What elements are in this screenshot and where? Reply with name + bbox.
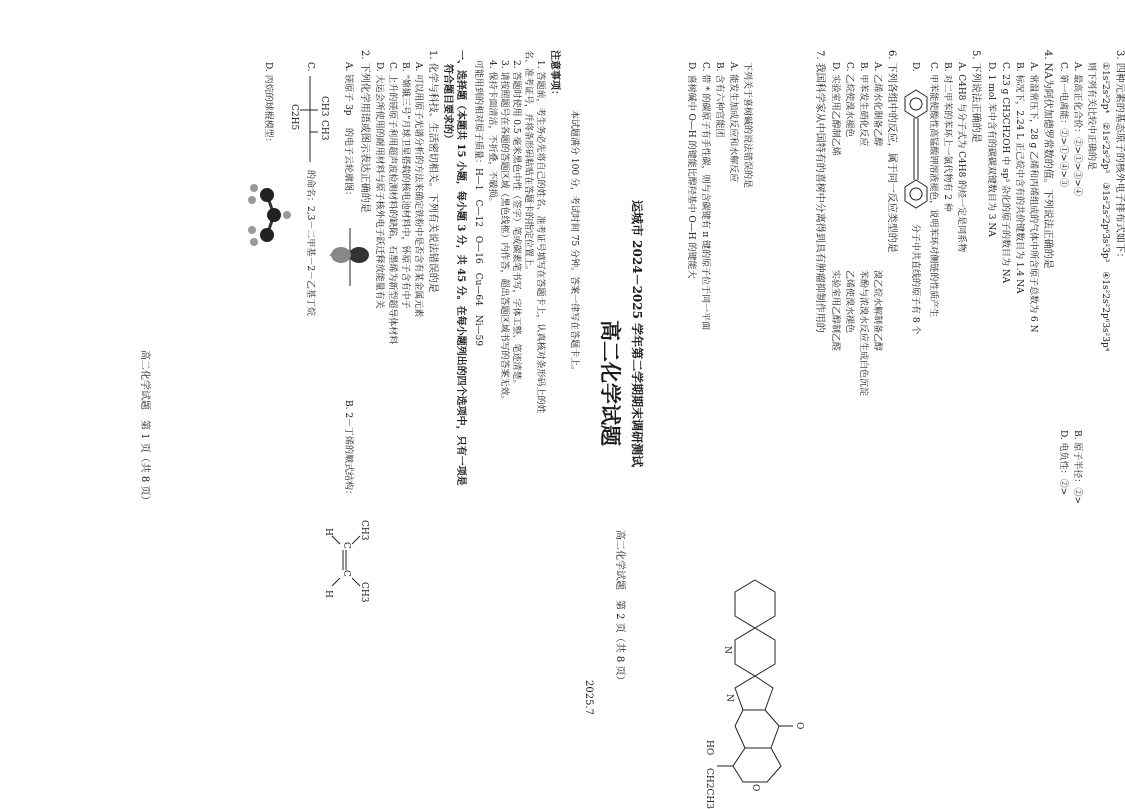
question-4-option: C. 23 g CH3CH2OH 中 sp³ 杂化的原子的数目为 NA — [1000, 62, 1010, 284]
methyl-label: CH3 — [359, 520, 369, 541]
exam-header-subtitle: 运城市 2024－2025 学年第二学期期末调研测试 — [630, 200, 644, 468]
oxygen-label: O — [794, 722, 804, 730]
question-6-option-pair: 苯酚与浓溴水反应生成白色沉淀 — [858, 270, 868, 397]
ethyl-label: C2H5 — [289, 104, 299, 131]
notice-heading: 注意事项： — [549, 50, 560, 100]
question-3-option: B. 原子半径：②> — [1072, 430, 1082, 504]
question-1-option: C. 上升的镁原子利用超声波检测材料的缺陷，石墨烯为新型超导体材料 — [387, 62, 397, 345]
question-1-option: A. 可以用原子光谱分析的方法来确定铁粉中是否含有某金属元素 — [413, 62, 423, 318]
question-5-stem: 5. 下列说法正确的是 — [970, 50, 981, 143]
exam-page-2 — [585, 50, 1125, 809]
notice-line: 名、准考证号，并将条形码粘贴在答题卡的指定位置上。 — [523, 50, 533, 276]
notice-line: 2. 答题时使用 0.5 毫米黑色中性（签字）笔或碳素笔书写，字体工整、笔迹清楚。 — [511, 60, 521, 389]
cis-butene-structure — [320, 520, 370, 610]
alkane-structure — [286, 76, 330, 166]
question-5-option-d-tail: 分子中共直线的原子有 8 个 — [910, 224, 920, 335]
page-footer: 高二化学试题 第 1 页（共 8 页） — [139, 350, 150, 506]
atomic-masses: 可能用到的相对原子质量：H—1 C—12 O—16 Cu—64 Ni—59 — [473, 60, 483, 347]
question-3-option: D. 电负性：②> — [1058, 430, 1068, 496]
exam-page-1 — [110, 50, 650, 770]
diphenylacetylene-structure — [901, 80, 931, 220]
oxygen-label: O — [750, 784, 760, 792]
question-4-option: D. 1 mol 苯中含有的碳碳双键数目为 3 NA — [986, 62, 996, 237]
nitrogen-label: N — [722, 646, 732, 654]
nitrogen-label: N — [724, 694, 734, 702]
question-7-option: A. 能发生加成反应和水解反应 — [728, 62, 738, 183]
question-7-option: C. 带 * 的碳原子有手性碳，则与含碳键有 π 键的原子位于同一平面 — [700, 62, 710, 331]
hydrogen-label: H — [323, 528, 333, 536]
question-3-question: 则下列有关比较中正确的是 — [1086, 62, 1096, 171]
question-7-option: B. 含有六种官能团 — [714, 62, 724, 138]
carbon-label: C — [341, 542, 351, 549]
hydroxyl-label: HO — [704, 740, 714, 756]
p-orbital-figure — [328, 220, 374, 290]
methyl-label: CH3 — [359, 582, 369, 603]
question-3-configs: ①1s²2s²2p⁴ ②1s²2s²2p³ ③1s²2s²2p⁶3s²3p³ ④1s²2s²2p⁶3s²3p⁴ — [1100, 62, 1110, 352]
question-4-stem: 4. NA为阿伏加德罗常数的值。下列说法正确的是 — [1042, 50, 1053, 269]
question-2-option-c: C. — [305, 62, 315, 72]
page-footer: 高二化学试题 第 2 页（共 8 页） — [614, 530, 625, 686]
notice-line: 1. 答题前，考生务必先将自己的姓名、准考证号填写在答题卡上，认真核对条形码上的姓 — [535, 60, 545, 414]
exam-date: 2025.7 — [583, 680, 594, 715]
question-2-option-d: D. 丙烷的球棍模型： — [263, 62, 273, 147]
question-5-option: D. — [910, 62, 920, 72]
question-2-option-c-name: 的命名：2,3－二甲基－2－乙基丁烷 — [305, 170, 315, 317]
question-3-stem: 3. 四种元素的基态原子的核外电子排布式如下： — [1114, 50, 1125, 263]
question-5-option: A. C4H8 与分子式为 C4H8 的烃一定是同系物 — [956, 62, 966, 253]
question-1-option: B. “嫦娥三号”月球卫星搭载的核电池材料中，钚原子含有中子 — [400, 62, 410, 309]
section-heading: 一、选择题（本题共 15 小题，每小题 3 分，共 45 分。在每小题列出的四个选项中，只有一项是 — [455, 50, 466, 486]
exam-info: 本试题满分 100 分，考试时间 75 分钟。答案一律写在答题卡上。 — [569, 110, 579, 376]
methyl-label: CH3 — [319, 120, 329, 141]
notice-line: 4. 保持卡面清洁，不折叠，不破损。 — [487, 60, 497, 207]
question-5-option: C. 甲苯能使酸性高锰酸钾溶液褪色，说明苯环对侧链的性质产生 — [928, 62, 938, 318]
question-7-option: D. 喜树碱中 O—H 的键能比醇羟基中 O—H 的键能大 — [686, 62, 696, 279]
question-1-stem: 1. 化学与科技、生活密切相关。下列有关说法错误的是 — [427, 50, 438, 293]
question-6-option: C. 乙烷使溴水褪色 — [844, 62, 854, 138]
question-6-stem: 6. 下列各组中的反应，属于同一反应类型的是 — [886, 50, 897, 253]
question-6-option-pair: 溴乙烷水解制备乙醇 — [872, 270, 882, 352]
question-6-option: A. 乙烯水化制备乙醇 — [872, 62, 882, 147]
propane-ball-stick-model — [242, 180, 292, 250]
question-6-option: D. 实验室用乙醇制乙烯 — [830, 62, 840, 156]
question-2-option-a-cont: 的电子云轮廓图： — [343, 128, 353, 201]
notice-line: 3. 请按照题号在各题的答题区域（黑色线框）内作答，超出答题区域书写的答案无效。 — [499, 60, 509, 405]
question-7-question: 下列关于喜树碱的说法错误的是 — [742, 62, 752, 189]
question-3-option: A. 最高正化合价：②>①>③>④ — [1072, 62, 1082, 196]
question-6-option-pair: 乙烯使溴水褪色 — [844, 270, 854, 334]
question-2-option-b: B. 2－丁烯的顺式结构： — [343, 400, 353, 500]
question-7-stem: 7. 我国科学家从中国特有的喜树中分离得到具有肿瘤抑制作用的 — [814, 50, 825, 333]
question-2-option-a: A. 镁原子 3p — [343, 62, 353, 116]
ethyl-label: CH2CH3 — [704, 768, 714, 809]
question-5-option: B. 对二甲苯的苯环上一氯代物有 2 种 — [942, 62, 952, 212]
question-2-stem: 2. 下列化学用语或图示表达正确的是 — [359, 50, 370, 213]
question-4-option: A. 常温常压下，28 g 乙烯和丙烯组成的气体中所含原子总数为 6 N — [1028, 62, 1038, 333]
section-heading-cont: 符合题目要求的） — [442, 64, 453, 144]
question-6-option: B. 甲苯发生硝化反应 — [858, 62, 868, 147]
exam-title: 高二化学试题 — [598, 320, 623, 446]
camptothecin-structure — [695, 570, 815, 809]
hydrogen-label: H — [323, 590, 333, 598]
question-3-option: C. 第一电离能：②>①>④>③ — [1058, 62, 1068, 187]
carbon-label: C — [341, 570, 351, 577]
methyl-label: CH3 — [319, 96, 329, 117]
question-4-option: B. 标况下，2.24 L 正己烷中含有的共价键数目为 1.4 NA — [1014, 62, 1024, 294]
question-6-option-pair: 实验室用乙醇制乙醛 — [830, 270, 840, 352]
question-1-option: D. 大运会所使用的耐用材料与原子核外电子跃迁释放能量有关 — [374, 62, 384, 309]
